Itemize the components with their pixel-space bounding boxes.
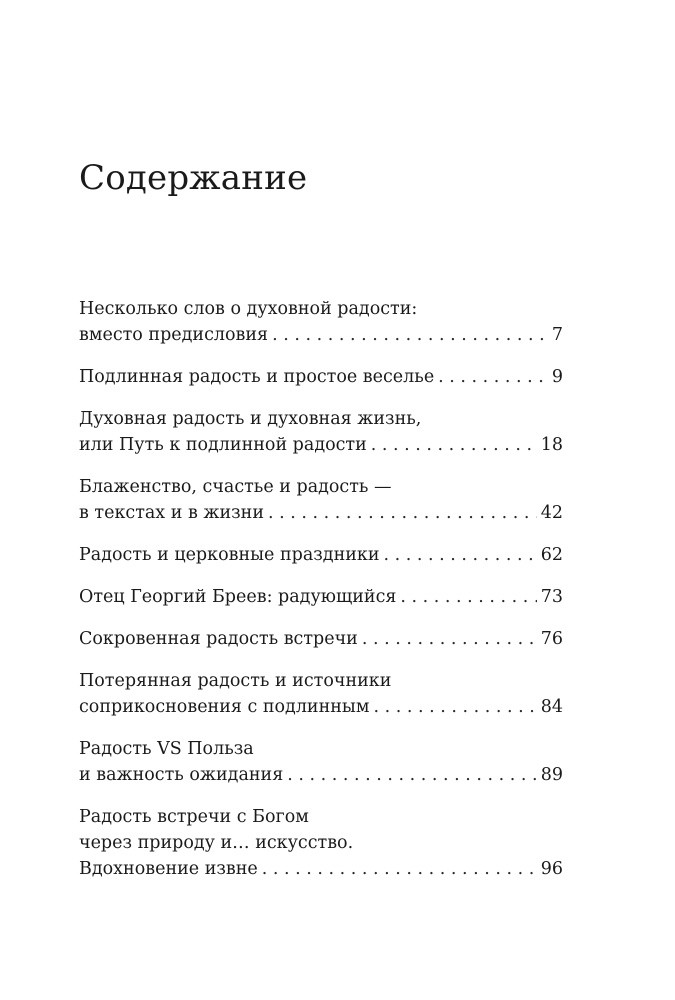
toc-entry-title-line: Радость VS Польза <box>79 739 254 759</box>
toc-entry <box>79 542 563 568</box>
page-title: Содержание <box>79 158 308 198</box>
dot-leader <box>362 626 537 652</box>
toc-entry <box>79 474 563 526</box>
dot-leader <box>287 762 536 788</box>
toc-page-number: 76 <box>540 629 563 649</box>
toc-entry-last-line <box>79 762 563 788</box>
toc-page-number: 73 <box>540 587 563 607</box>
toc-entry-title-line: Радость и церковные праздники <box>79 545 380 565</box>
toc-entry-title-line: Подлинная радость и простое веселье <box>79 367 435 387</box>
toc-entry-title-line: или Путь к подлинной радости <box>79 435 367 455</box>
toc-entry <box>79 736 563 788</box>
toc-page-number: 84 <box>540 697 563 717</box>
toc-entry <box>79 364 563 390</box>
toc-entry-title-line: Отец Георгий Бреев: радующийся <box>79 587 397 607</box>
toc-entry-last-line <box>79 364 563 390</box>
dot-leader <box>373 694 536 720</box>
toc-page-number: 9 <box>551 367 563 387</box>
toc-entry-last-line <box>79 626 563 652</box>
toc-entry-last-line <box>79 856 563 882</box>
toc-entry-title-line: в текстах и в жизни <box>79 503 265 523</box>
toc-page-number: 62 <box>540 545 563 565</box>
toc-entry-title-line: Духовная радость и духовная жизнь, <box>79 409 422 429</box>
toc-entry-last-line <box>79 322 563 348</box>
dot-leader <box>371 432 537 458</box>
toc-entry-title-line: Блаженство, счастье и радость — <box>79 477 392 497</box>
toc-entry-title-line: и важность ожидания <box>79 765 284 785</box>
dot-leader <box>262 856 537 882</box>
toc-entry <box>79 804 563 882</box>
toc-entry-last-line <box>79 432 563 458</box>
toc-entry-title-line: через природу и… искусство. <box>79 833 354 853</box>
dot-leader <box>268 500 537 526</box>
toc-entry-title-line: Несколько слов о духовной радости: <box>79 299 418 319</box>
toc-entry-title-line: соприкосновения с подлинным <box>79 697 370 717</box>
toc-entry-last-line <box>79 694 563 720</box>
toc-page-number: 18 <box>540 435 563 455</box>
toc-entry <box>79 668 563 720</box>
toc-entry <box>79 626 563 652</box>
toc-entry-title-line: Потерянная радость и источники <box>79 671 392 691</box>
toc-entry-last-line <box>79 542 563 568</box>
dot-leader <box>384 542 537 568</box>
toc-entry-last-line <box>79 584 563 610</box>
toc-page-number: 96 <box>540 859 563 879</box>
toc-entry-last-line <box>79 500 563 526</box>
toc-entry <box>79 584 563 610</box>
toc-entry <box>79 296 563 348</box>
toc-entry <box>79 406 563 458</box>
dot-leader <box>272 322 548 348</box>
toc-entry-title-line: вместо предисловия <box>79 325 269 345</box>
toc-page-number: 7 <box>551 325 563 345</box>
dot-leader <box>438 364 548 390</box>
toc-entry-title-line: Радость встречи с Богом <box>79 807 309 827</box>
toc-entry-title-line: Сокровенная радость встречи <box>79 629 358 649</box>
table-of-contents <box>79 296 563 898</box>
toc-page-number: 89 <box>540 765 563 785</box>
toc-page-number: 42 <box>540 503 563 523</box>
toc-entry-title-line: Вдохновение извне <box>79 859 258 879</box>
dot-leader <box>400 584 536 610</box>
